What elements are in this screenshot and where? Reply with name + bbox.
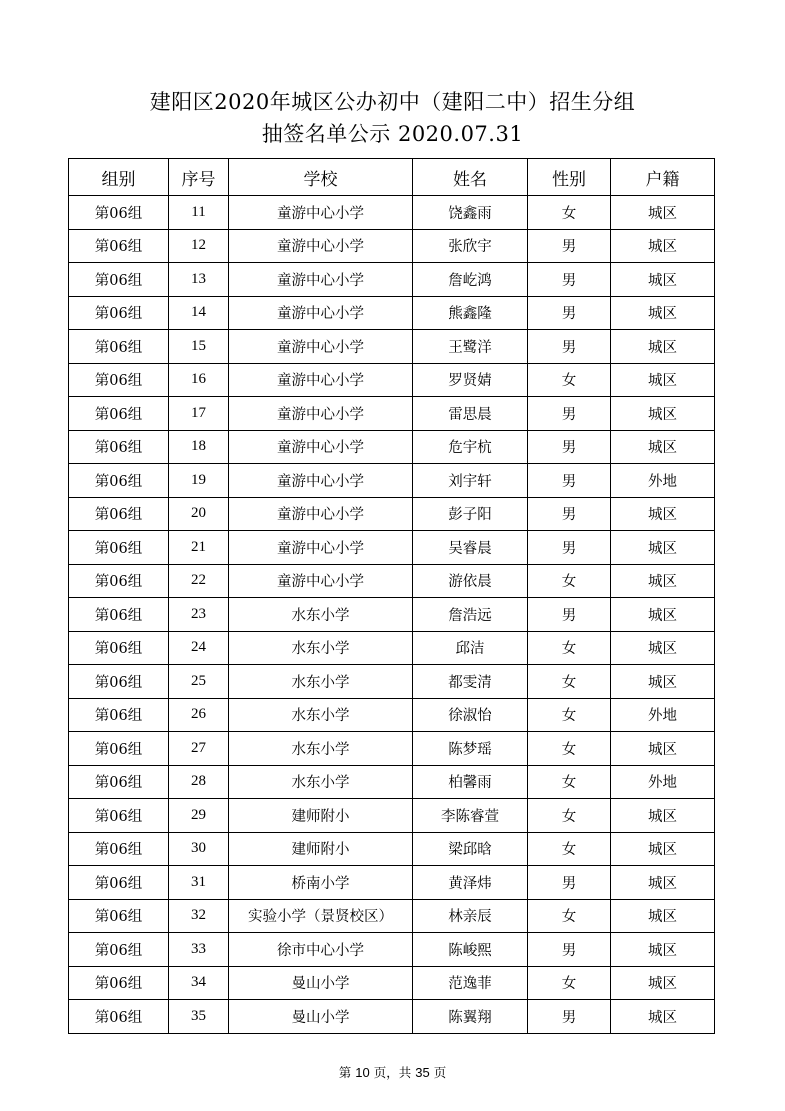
cell-gender: 男 [528,263,611,297]
cell-residence: 城区 [611,196,715,230]
table-row [69,698,715,732]
cell-gender: 女 [528,899,611,933]
cell-residence: 城区 [611,430,715,464]
cell-number: 32 [169,899,229,933]
cell-name: 詹屹鸿 [413,263,528,297]
table-row [69,899,715,933]
cell-residence: 城区 [611,866,715,900]
cell-residence: 城区 [611,397,715,431]
table-row [69,866,715,900]
cell-school: 水东小学 [229,765,413,799]
cell-group: 第06组 [69,196,169,230]
cell-number: 23 [169,598,229,632]
table-row [69,296,715,330]
cell-name: 饶鑫雨 [413,196,528,230]
cell-gender: 男 [528,464,611,498]
cell-number: 21 [169,531,229,565]
cell-residence: 城区 [611,564,715,598]
column-header-group: 组别 [69,159,169,196]
cell-gender: 女 [528,564,611,598]
cell-group: 第06组 [69,799,169,833]
cell-name: 林亲辰 [413,899,528,933]
cell-number: 15 [169,330,229,364]
cell-school: 曼山小学 [229,1000,413,1034]
table-row [69,1000,715,1034]
table-row [69,564,715,598]
cell-gender: 男 [528,430,611,464]
cell-number: 33 [169,933,229,967]
table-row [69,430,715,464]
cell-school: 水东小学 [229,631,413,665]
cell-group: 第06组 [69,933,169,967]
cell-residence: 外地 [611,698,715,732]
cell-gender: 男 [528,397,611,431]
table-row [69,464,715,498]
cell-group: 第06组 [69,698,169,732]
cell-number: 14 [169,296,229,330]
cell-residence: 外地 [611,464,715,498]
cell-school: 水东小学 [229,665,413,699]
cell-group: 第06组 [69,665,169,699]
column-header-number: 序号 [169,159,229,196]
cell-school: 实验小学（景贤校区） [229,899,413,933]
cell-group: 第06组 [69,631,169,665]
cell-gender: 男 [528,933,611,967]
cell-school: 曼山小学 [229,966,413,1000]
cell-school: 童游中心小学 [229,363,413,397]
cell-gender: 男 [528,296,611,330]
cell-school: 童游中心小学 [229,263,413,297]
cell-name: 熊鑫隆 [413,296,528,330]
cell-group: 第06组 [69,296,169,330]
cell-group: 第06组 [69,531,169,565]
cell-residence: 城区 [611,732,715,766]
cell-school: 童游中心小学 [229,196,413,230]
cell-residence: 外地 [611,765,715,799]
table-row [69,330,715,364]
table-row [69,497,715,531]
cell-gender: 女 [528,966,611,1000]
cell-residence: 城区 [611,832,715,866]
table-row [69,732,715,766]
cell-school: 水东小学 [229,598,413,632]
cell-name: 柏馨雨 [413,765,528,799]
cell-residence: 城区 [611,263,715,297]
cell-residence: 城区 [611,631,715,665]
cell-school: 童游中心小学 [229,330,413,364]
cell-group: 第06组 [69,229,169,263]
column-header-gender: 性别 [528,159,611,196]
cell-group: 第06组 [69,732,169,766]
cell-gender: 女 [528,832,611,866]
roster-table [68,158,715,1034]
cell-number: 34 [169,966,229,1000]
table-row [69,765,715,799]
cell-residence: 城区 [611,899,715,933]
cell-group: 第06组 [69,966,169,1000]
cell-group: 第06组 [69,765,169,799]
document-subtitle: 抽签名单公示 2020.07.31 [261,122,524,146]
cell-gender: 男 [528,229,611,263]
cell-residence: 城区 [611,799,715,833]
cell-name: 陈梦瑶 [413,732,528,766]
cell-group: 第06组 [69,330,169,364]
cell-school: 徐市中心小学 [229,933,413,967]
cell-name: 黄泽炜 [413,866,528,900]
cell-number: 11 [169,196,229,230]
cell-group: 第06组 [69,363,169,397]
cell-residence: 城区 [611,531,715,565]
cell-gender: 女 [528,196,611,230]
cell-group: 第06组 [69,866,169,900]
cell-group: 第06组 [69,263,169,297]
cell-school: 童游中心小学 [229,531,413,565]
cell-number: 24 [169,631,229,665]
cell-school: 童游中心小学 [229,497,413,531]
footer-prefix: 第 [338,1065,352,1080]
current-page-number: 10 [355,1065,370,1080]
cell-residence: 城区 [611,229,715,263]
cell-gender: 男 [528,866,611,900]
cell-name: 雷思晨 [413,397,528,431]
footer-suffix: 页 [433,1065,447,1080]
cell-group: 第06组 [69,899,169,933]
cell-group: 第06组 [69,464,169,498]
cell-group: 第06组 [69,1000,169,1034]
cell-gender: 男 [528,531,611,565]
cell-name: 陈翼翔 [413,1000,528,1034]
cell-number: 31 [169,866,229,900]
cell-group: 第06组 [69,598,169,632]
cell-school: 建师附小 [229,832,413,866]
cell-residence: 城区 [611,966,715,1000]
cell-residence: 城区 [611,363,715,397]
cell-name: 都雯清 [413,665,528,699]
column-header-school: 学校 [229,159,413,196]
cell-name: 彭子阳 [413,497,528,531]
cell-name: 吴睿晨 [413,531,528,565]
cell-gender: 男 [528,497,611,531]
cell-school: 童游中心小学 [229,564,413,598]
cell-residence: 城区 [611,330,715,364]
cell-school: 建师附小 [229,799,413,833]
table-row [69,631,715,665]
cell-gender: 女 [528,799,611,833]
table-row [69,531,715,565]
table-row [69,799,715,833]
cell-number: 13 [169,263,229,297]
cell-name: 危宇杭 [413,430,528,464]
cell-number: 16 [169,363,229,397]
cell-number: 25 [169,665,229,699]
cell-number: 26 [169,698,229,732]
cell-name: 罗贤婧 [413,363,528,397]
table-row [69,229,715,263]
cell-number: 22 [169,564,229,598]
table-row [69,598,715,632]
cell-number: 17 [169,397,229,431]
cell-residence: 城区 [611,296,715,330]
cell-school: 童游中心小学 [229,430,413,464]
cell-gender: 男 [528,598,611,632]
cell-name: 徐淑怡 [413,698,528,732]
cell-residence: 城区 [611,1000,715,1034]
cell-gender: 女 [528,732,611,766]
cell-residence: 城区 [611,497,715,531]
table-row [69,397,715,431]
cell-number: 29 [169,799,229,833]
table-body [69,196,715,1034]
document-title: 建阳区2020年城区公办初中（建阳二中）招生分组 [149,90,636,114]
cell-school: 桥南小学 [229,866,413,900]
cell-school: 童游中心小学 [229,229,413,263]
header-row [69,159,715,196]
cell-number: 30 [169,832,229,866]
cell-residence: 城区 [611,933,715,967]
cell-gender: 女 [528,698,611,732]
table-row [69,933,715,967]
cell-school: 水东小学 [229,698,413,732]
cell-name: 张欣宇 [413,229,528,263]
cell-school: 童游中心小学 [229,296,413,330]
cell-name: 邱洁 [413,631,528,665]
cell-group: 第06组 [69,564,169,598]
cell-gender: 女 [528,631,611,665]
table-row [69,665,715,699]
cell-name: 陈峻熙 [413,933,528,967]
cell-residence: 城区 [611,665,715,699]
cell-number: 35 [169,1000,229,1034]
cell-name: 李陈睿萱 [413,799,528,833]
column-header-name: 姓名 [413,159,528,196]
cell-name: 刘宇轩 [413,464,528,498]
cell-gender: 男 [528,1000,611,1034]
cell-name: 梁邱晗 [413,832,528,866]
column-header-residence: 户籍 [611,159,715,196]
cell-name: 游依晨 [413,564,528,598]
cell-number: 28 [169,765,229,799]
cell-school: 童游中心小学 [229,397,413,431]
cell-group: 第06组 [69,497,169,531]
cell-school: 童游中心小学 [229,464,413,498]
page-footer [0,1065,785,1081]
table-row [69,966,715,1000]
table-row [69,263,715,297]
cell-residence: 城区 [611,598,715,632]
cell-name: 王鹭洋 [413,330,528,364]
cell-number: 27 [169,732,229,766]
cell-gender: 男 [528,330,611,364]
cell-gender: 女 [528,765,611,799]
footer-middle: 页，共 [373,1065,412,1080]
cell-number: 18 [169,430,229,464]
cell-name: 詹浩远 [413,598,528,632]
table-header [69,159,715,196]
cell-number: 20 [169,497,229,531]
table-row [69,196,715,230]
table-row [69,363,715,397]
cell-gender: 女 [528,363,611,397]
table-row [69,832,715,866]
total-page-count: 35 [415,1065,430,1080]
cell-group: 第06组 [69,430,169,464]
cell-gender: 女 [528,665,611,699]
cell-number: 19 [169,464,229,498]
cell-name: 范逸菲 [413,966,528,1000]
cell-group: 第06组 [69,397,169,431]
cell-number: 12 [169,229,229,263]
cell-school: 水东小学 [229,732,413,766]
cell-group: 第06组 [69,832,169,866]
